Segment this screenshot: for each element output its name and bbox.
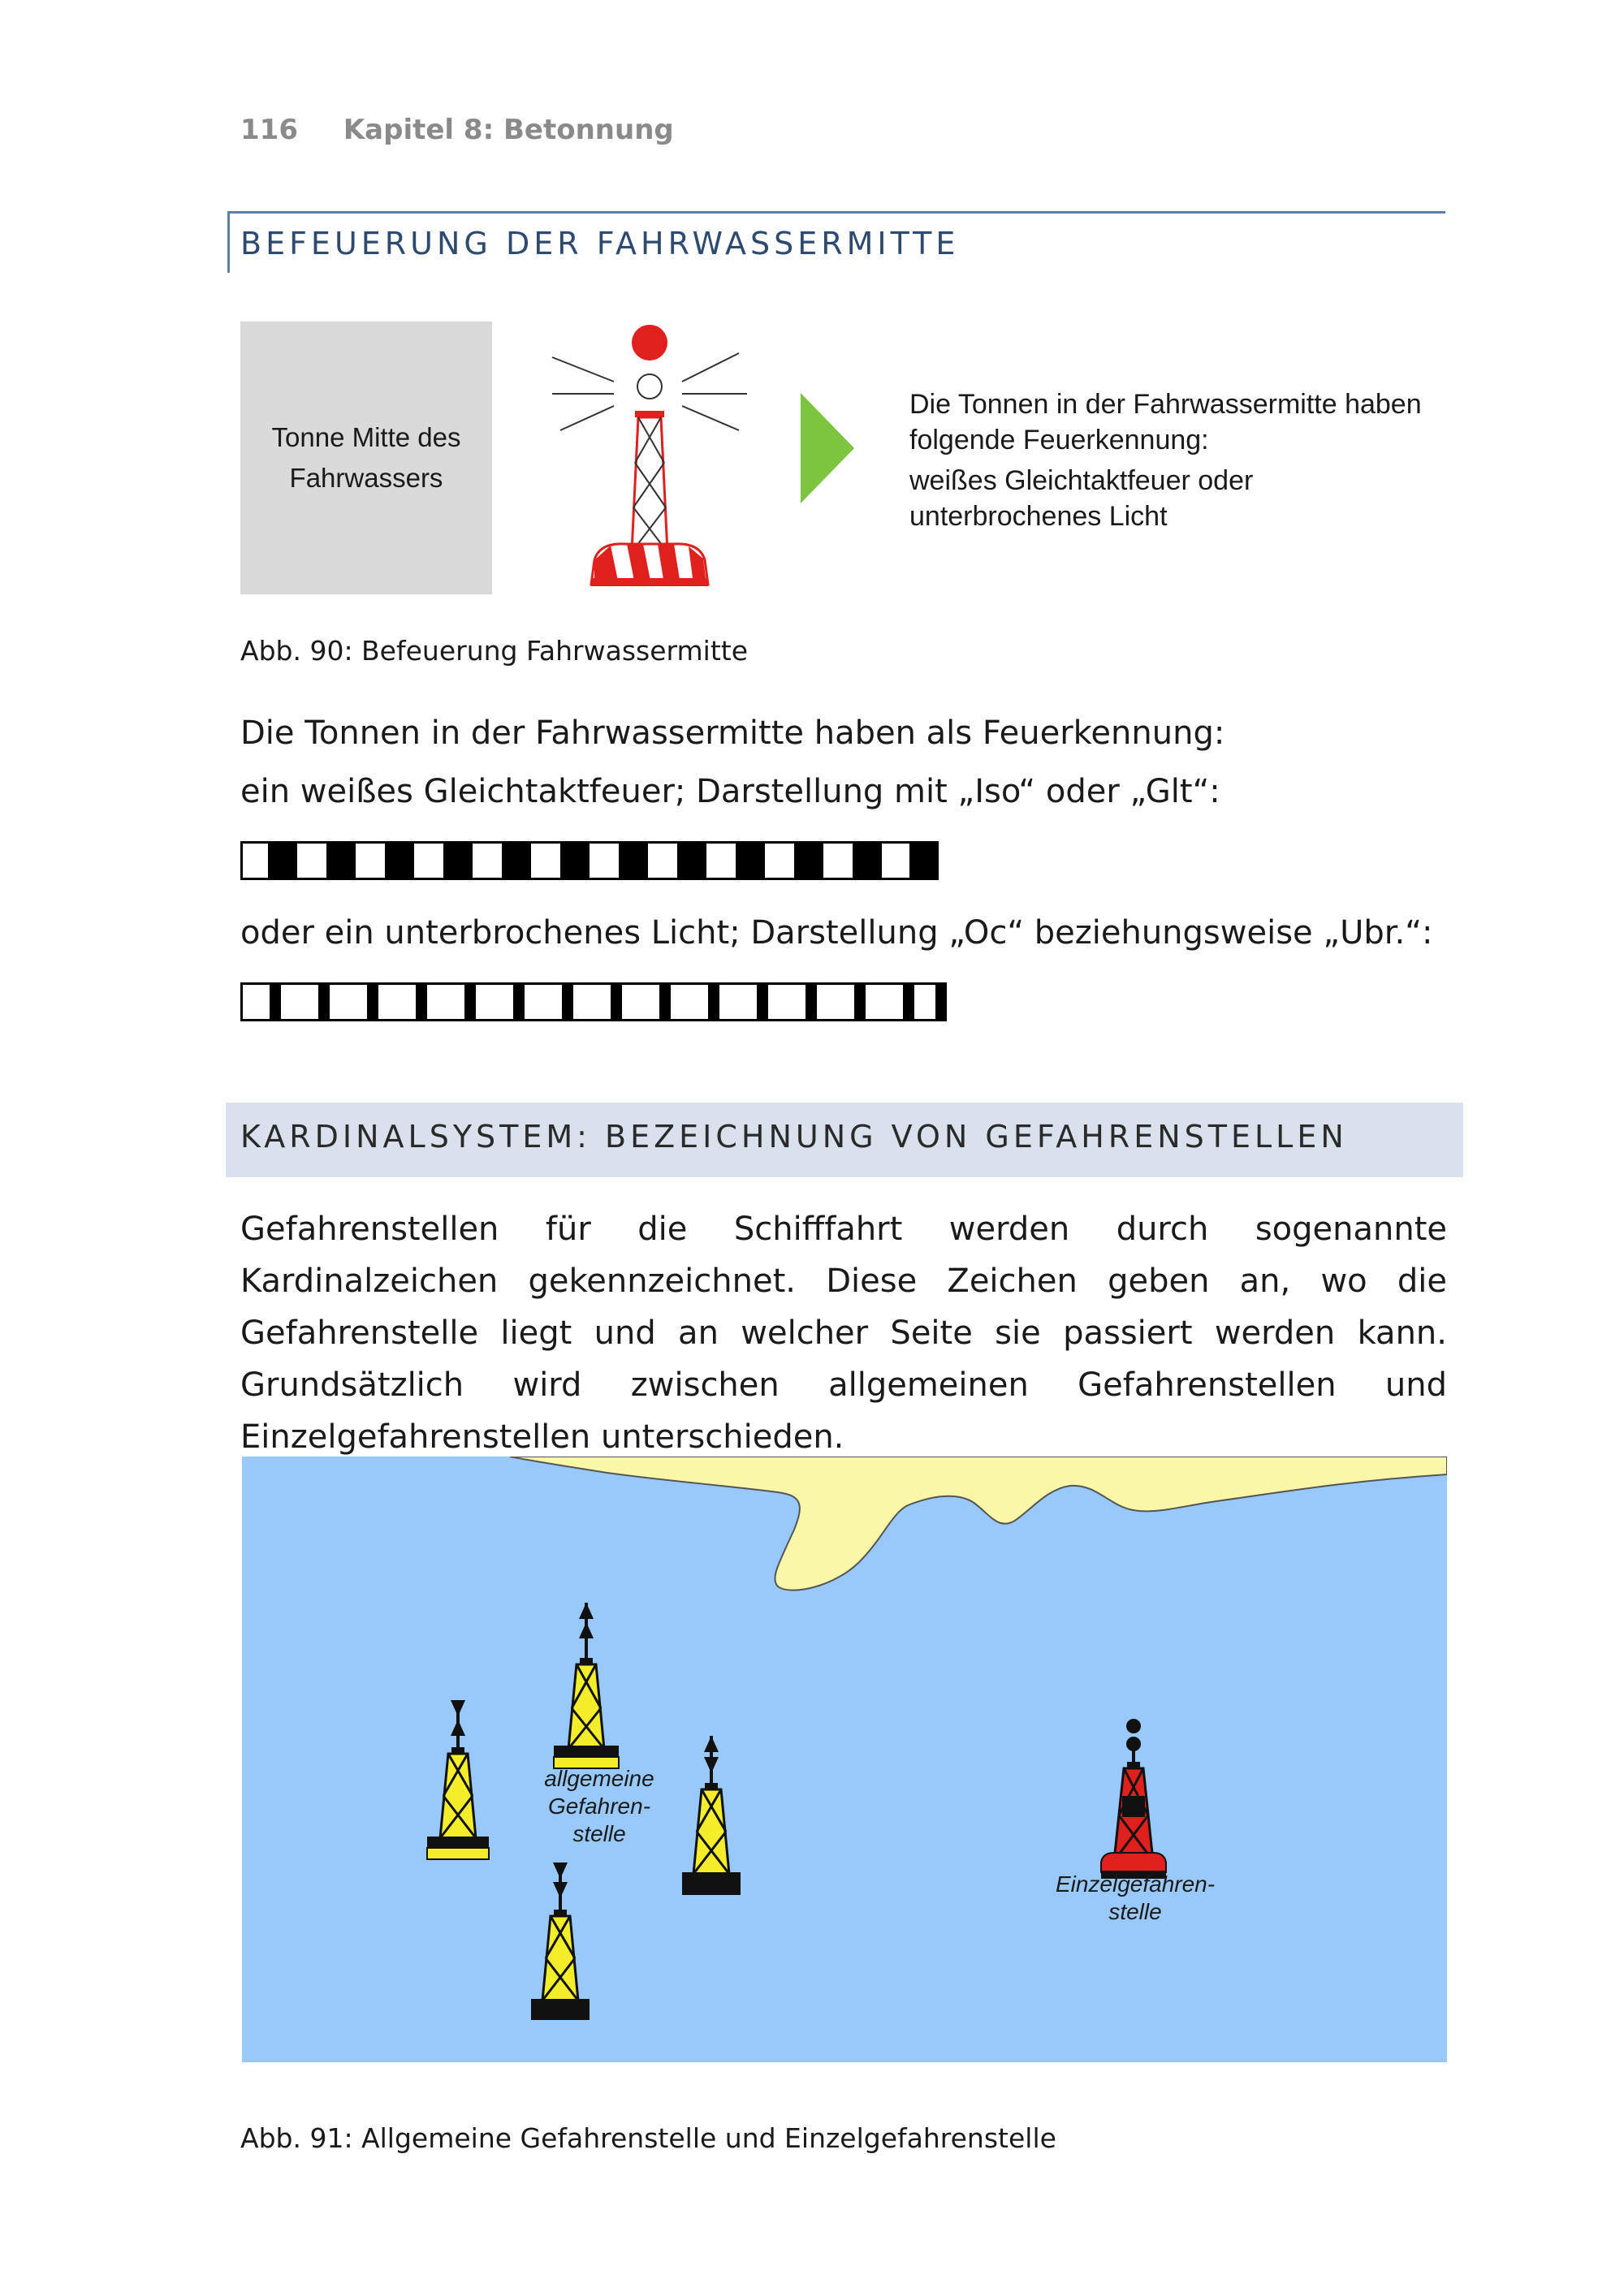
buoy-name-line1: Tonne Mitte des	[271, 422, 461, 452]
info-line: unterbrochenes Licht	[909, 501, 1168, 532]
light-ray	[682, 406, 739, 430]
info-line: Die Tonnen in der Fahrwassermitte haben	[909, 389, 1422, 420]
cardinal-map-figure	[242, 1457, 1447, 2062]
red-ball-topmark	[632, 325, 667, 360]
page-number: 116	[240, 114, 298, 146]
kardinal-paragraph: Gefahrenstellen für die Schifffahrt werden durch sogenannte Kardinalzeichen gekennzeichnet. Diese Zeichen geben an, wo die Gefahrenstelle liegt und an welcher Seite sie passiert werden kann. Grundsätzlich wird zwischen allgemeinen Gefahrenstellen und Einzelgefahrenstellen unterschieden.	[240, 1211, 1447, 1456]
label-isolated-danger	[1046, 1871, 1224, 1926]
body-text-line: ein weißes Gleichtaktfeuer; Darstellung mit „Iso“ oder „Glt“:	[240, 773, 1220, 810]
safe-water-buoy-illustration	[536, 317, 771, 593]
label-line: stelle	[1108, 1899, 1162, 1924]
light-ray	[682, 353, 739, 382]
info-line: weißes Gleichtaktfeuer oder	[909, 465, 1254, 496]
iso-light-pattern	[240, 841, 939, 882]
body-text-line: oder ein unterbrochenes Licht; Darstellung „Oc“ beziehungsweise „Ubr.“:	[240, 914, 1433, 952]
heading-rule-left	[227, 211, 230, 273]
occulting-light-pattern	[240, 982, 947, 1023]
light-ray	[560, 406, 614, 430]
label-general-danger	[534, 1765, 664, 1848]
section-heading-kardinalsystem: KARDINALSYSTEM: BEZEICHNUNG VON GEFAHRENSTELLEN	[240, 1119, 1348, 1155]
label-line: stelle	[572, 1821, 626, 1846]
white-light	[637, 374, 662, 399]
map-graphic	[242, 1457, 1447, 2062]
heading-rule-top	[227, 211, 1445, 214]
label-line: Gefahren-	[547, 1793, 651, 1819]
light-ray	[552, 357, 614, 382]
figure-90-caption: Abb. 90: Befeuerung Fahrwassermitte	[240, 635, 749, 667]
green-arrow-icon	[801, 393, 854, 503]
label-line: allgemeine	[544, 1766, 654, 1791]
chapter-title: Kapitel 8: Betonnung	[343, 114, 674, 146]
page-header	[240, 114, 674, 146]
figure-91-caption: Abb. 91: Allgemeine Gefahrenstelle und Einzelgefahrenstelle	[240, 2122, 1056, 2154]
buoy-name-line2: Fahrwassers	[289, 463, 443, 493]
body-text-line: Die Tonnen in der Fahrwassermitte haben als Feuerkennung:	[240, 714, 1225, 752]
label-line: Einzelgefahren-	[1055, 1871, 1216, 1897]
info-line: folgende Feuerkennung:	[909, 425, 1209, 455]
buoy-name-box	[240, 322, 492, 594]
buoy-hull-striped	[591, 544, 708, 586]
buoy-tower	[632, 417, 667, 552]
figure-info-text	[909, 386, 1462, 534]
section-heading-fahrwassermitte: BEFEUERUNG DER FAHRWASSERMITTE	[240, 226, 960, 261]
